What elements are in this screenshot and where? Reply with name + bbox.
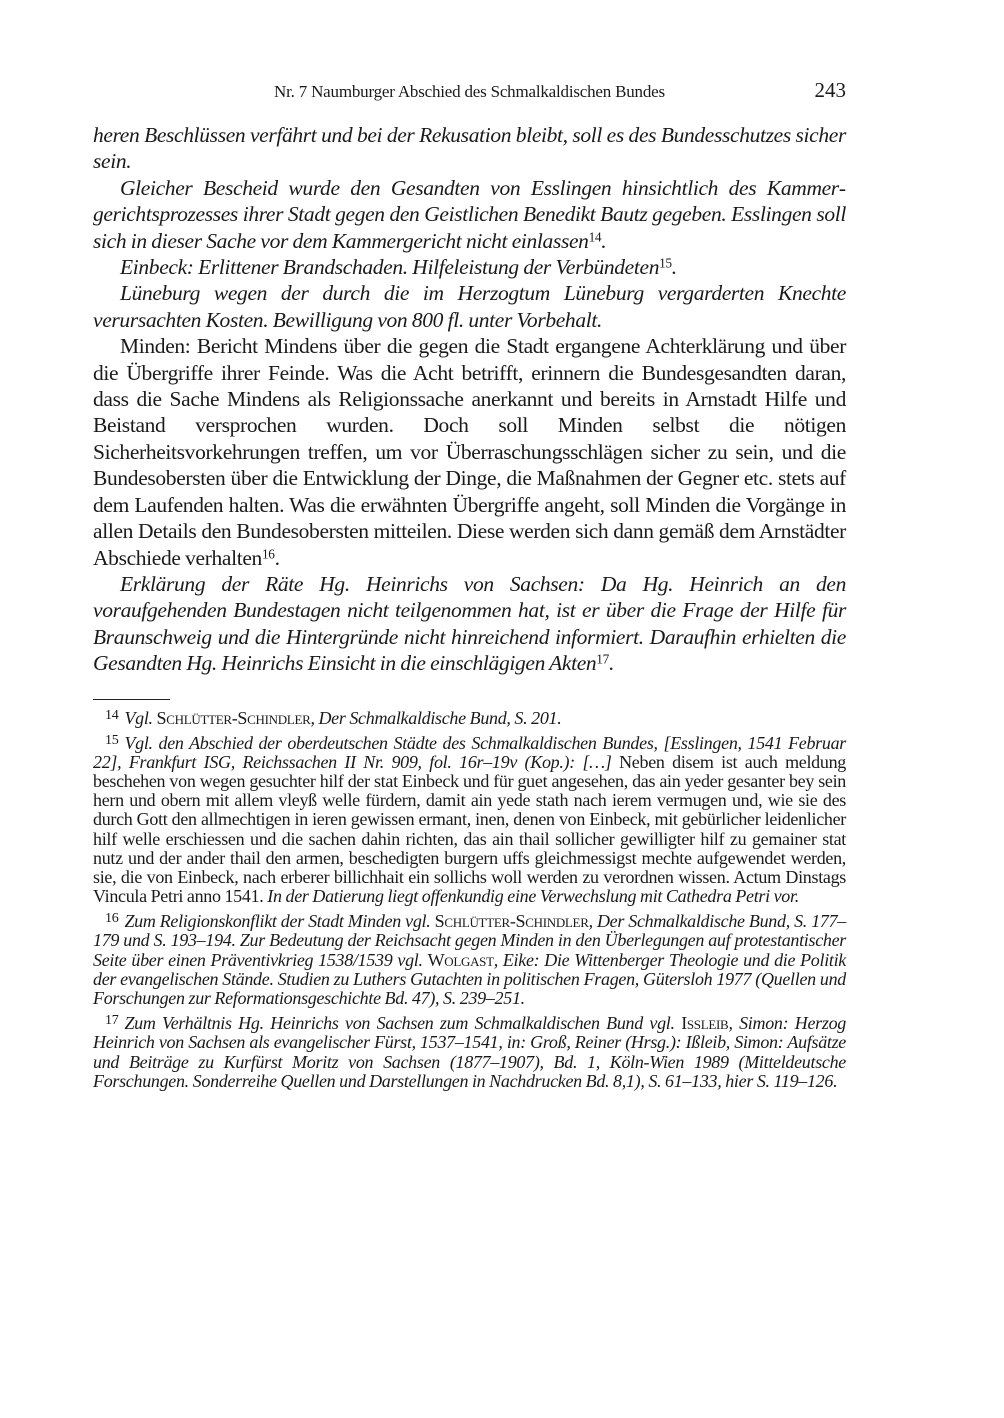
footnote-number: 15 <box>105 731 119 748</box>
running-title: Nr. 7 Naumburger Abschied des Schmalkaldischen Bundes <box>274 82 665 101</box>
footnote-separator <box>93 699 170 700</box>
author-name: Schlütter-Schindler <box>434 911 589 932</box>
footnote-number: 14 <box>105 706 119 723</box>
footnote-ref-16[interactable]: 16 <box>261 545 275 561</box>
footnote-text: , Der Schmalkaldische Bund, S. 201. <box>310 707 562 728</box>
footnote-text: Zum Verhältnis Hg. Heinrichs von Sachsen zum Schmalkaldischen Bund vgl. <box>124 1013 682 1034</box>
footnote-ref-17[interactable]: 17 <box>596 651 609 667</box>
footnote-ref-15[interactable]: 15 <box>659 255 672 271</box>
paragraph-minden <box>93 333 846 571</box>
footnote-14 <box>93 706 846 728</box>
footnote-text: , Eike: Die Wittenberger Theologie und die Politik der evangelischen Stände. Studien zu Luthers Gutachten in politischen Fragen, Gütersloh 1977 (Quellen und Forschungen zur Reformationsgeschichte Bd. 47), S. 239–251. <box>93 949 846 1009</box>
author-name: Issleib <box>681 1013 729 1034</box>
punctuation: . <box>601 228 607 253</box>
footnote-16 <box>93 909 846 1008</box>
punctuation: . <box>608 651 614 676</box>
book-page <box>93 78 846 1094</box>
footnote-quotation: Neben disem ist auch meldung beschehen von wegen gesuchter hilf der stat Einbeck und für guet angesehen, das ain yeder gesanter bey sein hern und obern mit allem vleyß welle fürdern, damit ain yede stath nach ierem vermugen und, wie sie des durch Gott den allmechtigen in ieren gewissen ermant, inen, denen von Einbeck, mit gebürlicher leidenlicher hilf welle erschiessen und die sachen dahin richten, das ain thail sollicher gewilligter hilf zu gemainer stat nutz und der ander thail den armen, beschedigten burgern uffs gleichmessigst mechte aufgewendet werden, sie, die von Einbeck, nach erberer billichhait ein sollichs woll werden zu verordnen wissen. Actum Dinstags Vincula Petri anno 1541. <box>93 751 846 907</box>
footnote-number: 16 <box>105 910 119 927</box>
paragraph-text: Erklärung der Räte Hg. Heinrichs von Sachsen: Da Hg. Heinrich an den voraufgehenden Bundestagen nicht teilgenommen hat, ist er über die Frage der Hilfe für Braunschweig und die Hintergründe nicht hinreichend informiert. Daraufhin erhielten die Gesandten Hg. Heinrichs Einsicht in die einschlägigen Akten <box>93 571 846 676</box>
author-name: Wolgast <box>427 949 494 970</box>
footnote-comment: In der Datierung liegt offenkundig eine Verwechslung mit Cathedra Petri vor. <box>267 886 799 907</box>
paragraph-einbeck <box>93 254 846 280</box>
paragraph-text: Minden: Bericht Mindens über die gegen die Stadt ergangene Achterklärung und über die Übergriffe ihrer Feinde. Was die Acht betrifft, erinnern die Bundesgesandten daran, dass die Sache Mindens als Religionssache anerkannt und bereits in Arnstadt Hilfe und Beistand versprochen wurden. Doch soll Minden selbst die nötigen Sicherheitsvorkehrungen treffen, um vor Überraschungsschlägen sicher zu sein, und die Bundesobersten über die Entwicklung der Dinge, die Maßnahmen der Gegner etc. stets auf dem Laufenden halten. Was die erwähnten Übergriffe angeht, soll Minden die Vorgänge in allen Details den Bundesobersten mitteilen. Diese werden sich dann gemäß dem Arnstädter Abschiede verhalten <box>93 334 846 570</box>
author-name: Schlütter-Schindler <box>156 707 311 728</box>
paragraph-text: Gleicher Bescheid wurde den Gesandten von Esslingen hinsichtlich des Kammergerichtsprozesses ihrer Stadt gegen den Geistlichen Benedikt Bautz gegeben. Esslingen soll sich in dieser Sache vor dem Kammergericht nicht einlassen <box>93 175 846 253</box>
paragraph-heinrich <box>93 571 846 677</box>
paragraph-text: heren Beschlüssen verfährt und bei der Rekusation bleibt, soll es des Bundesschutzes sicher sein. <box>93 123 846 174</box>
main-text <box>93 122 846 677</box>
footnote-text: , Simon: Herzog Heinrich von Sachsen als evangelischer Fürst, 1537–1541, in: Groß, Reiner (Hrsg.): Ißleib, Simon: Aufsätze und Beiträge zu Kurfürst Moritz von Sachsen (1877–1907), Bd. 1, Köln-Wien 1989 (Mitteldeutsche Forschungen. Sonderreihe Quellen und Darstellungen in Nachdrucken Bd. 8,1), S. 61–133, hier S. 119–126. <box>93 1013 846 1091</box>
paragraph-text: Einbeck: Erlittener Brandschaden. Hilfeleistung der Verbündeten <box>120 255 660 280</box>
paragraph-lueneburg <box>93 280 846 333</box>
punctuation: . <box>274 545 280 570</box>
footnote-text: Zum Religionskonflikt der Stadt Minden vgl. <box>124 911 435 932</box>
punctuation: . <box>671 255 677 280</box>
footnote-ref-14[interactable]: 14 <box>588 228 602 244</box>
running-head <box>93 78 846 108</box>
footnote-source: Vgl. den Abschied der oberdeutschen Städte des Schmalkaldischen Bundes, [Esslingen, 1541 Februar 22], Frankfurt ISG, Reichssachen II Nr. 909, fol. 16r–19v (Kop.): […] <box>93 732 846 772</box>
paragraph-text: Lüneburg wegen der durch die im Herzogtum Lüneburg vergarderten Knechte verursachten Kosten. Bewilligung von 800 fl. unter Vorbehalt. <box>93 281 846 332</box>
footnote-15 <box>93 731 846 907</box>
footnotes <box>93 706 846 1091</box>
footnote-number: 17 <box>105 1012 119 1029</box>
footnote-text: , Der Schmalkaldische Bund, S. 177–179 und S. 193–194. Zur Bedeutung der Reichsacht gegen Minden in den Überlegungen auf protestantischer Seite über einen Präventivkrieg 1538/1539 vgl. <box>93 911 846 970</box>
page-number: 243 <box>814 78 846 102</box>
paragraph-rekusation <box>93 122 846 175</box>
footnote-17 <box>93 1011 846 1091</box>
footnote-text: Vgl. <box>124 707 157 728</box>
paragraph-esslingen <box>93 175 846 254</box>
